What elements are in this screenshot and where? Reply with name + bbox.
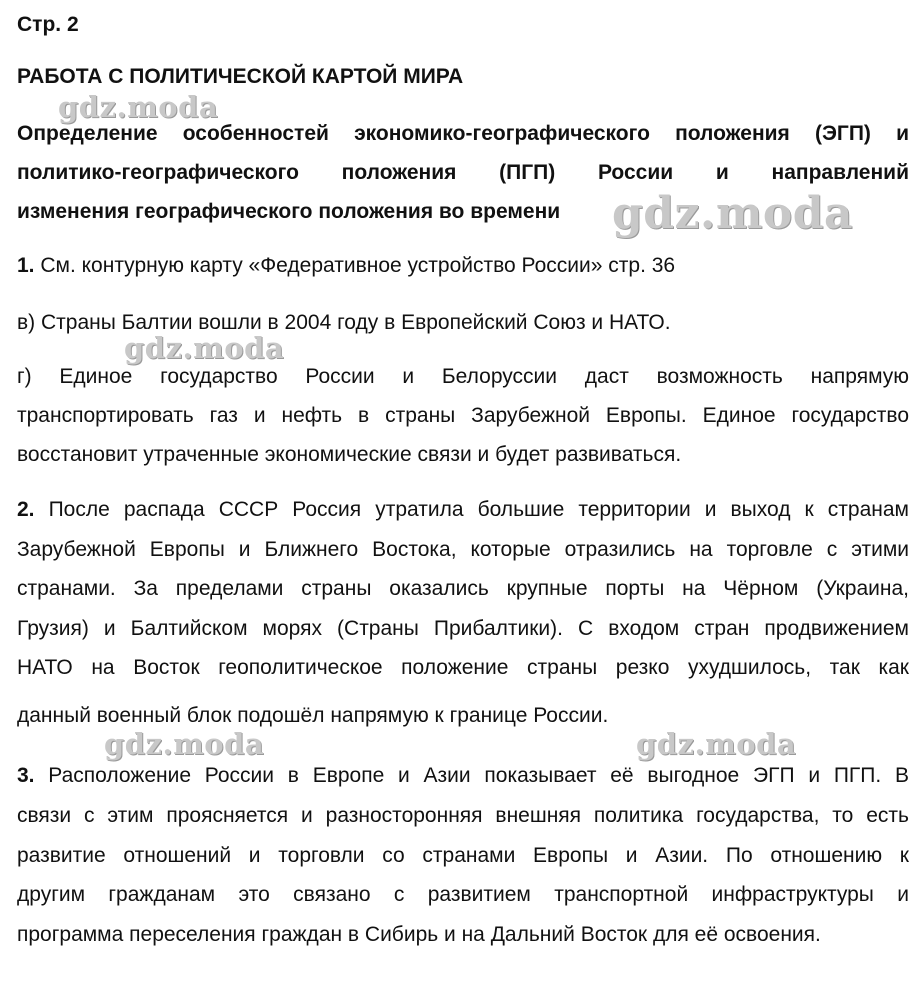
item-2-line-5: НАТО на Восток геополитическое положение страны резко ухудшилось, так как: [17, 656, 909, 679]
item-2-line-4: Грузия) и Балтийском морях (Страны Прибалтики). С входом стран продвижением: [17, 617, 909, 640]
item-1-text: См. контурную карту «Федеративное устройство России» стр. 36: [34, 254, 676, 277]
item-2-line-3: странами. За пределами страны оказались крупные порты на Чёрном (Украина,: [17, 577, 909, 600]
item-1: [17, 253, 909, 279]
subtitle-line-2: политико-географического положения (ПГП) России и направлений: [17, 161, 909, 184]
item-3-line-5: программа переселения граждан в Сибирь и на Дальний Восток для её освоения.: [17, 923, 821, 946]
item-2-line-6: данный военный блок подошёл напрямую к границе России.: [17, 704, 609, 727]
item-2-line-2: Зарубежной Европы и Ближнего Востока, которые отразились на торговле с этими: [17, 538, 909, 561]
item-1-number: 1.: [17, 254, 35, 277]
page-label: Стр. 2: [17, 13, 79, 36]
subtitle-line-1: Определение особенностей экономико-географического положения (ЭГП) и: [17, 122, 909, 145]
item-2-number: 2.: [17, 498, 35, 521]
item-3-number: 3.: [17, 764, 35, 787]
item-2-first-line: После распада СССР Россия утратила большие территории и выход к странам: [34, 498, 909, 521]
item-3-line-3: развитие отношений и торговли со странами Европы и Азии. По отношению к: [17, 844, 909, 867]
watermark: gdz.moda: [104, 727, 265, 761]
item-3-first-line: Расположение России в Европе и Азии показывает её выгодное ЭГП и ПГП. В: [34, 764, 909, 787]
item-1-g-line-2: транспортировать газ и нефть в страны Зарубежной Европы. Единое государство: [17, 404, 909, 427]
item-1-g-line-3: восстановит утраченные экономические связи и будет развиваться.: [17, 443, 682, 466]
item-1-g-line-1: г) Единое государство России и Белоруссии даст возможность напрямую: [17, 365, 909, 388]
item-1-v: в) Страны Балтии вошли в 2004 году в Европейский Союз и НАТО.: [17, 311, 671, 334]
item-3-line-1: [17, 763, 909, 789]
watermark: gdz.moda: [612, 188, 854, 239]
watermark: gdz.moda: [124, 331, 285, 365]
item-3-line-4: другим гражданам это связано с развитием транспортной инфраструктуры и: [17, 883, 909, 906]
subtitle-line-3: изменения географического положения во времени: [17, 200, 561, 223]
item-3-line-2: связи с этим проясняется и разносторонняя внешняя политика государства, то есть: [17, 804, 909, 827]
section-title: РАБОТА С ПОЛИТИЧЕСКОЙ КАРТОЙ МИРА: [17, 65, 464, 88]
watermark: gdz.moda: [636, 727, 797, 761]
item-2-line-1: [17, 497, 909, 523]
watermark: gdz.moda: [58, 90, 219, 124]
